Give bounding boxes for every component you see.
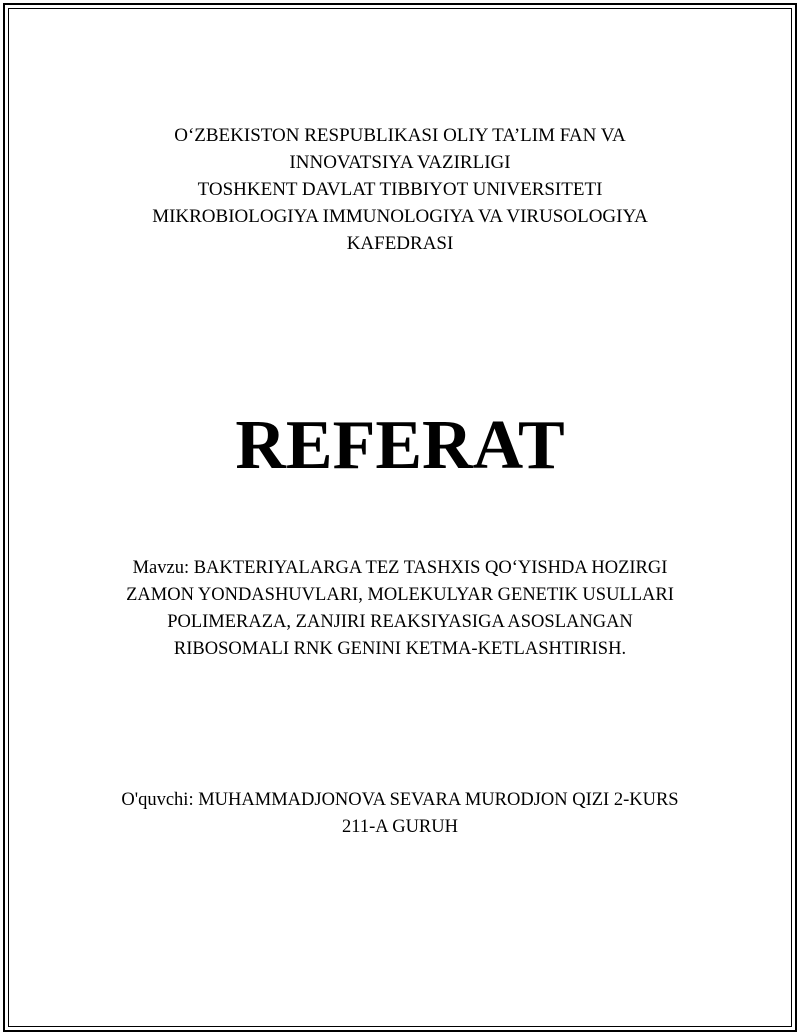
header-line: MIKROBIOLOGIYA IMMUNOLOGIYA VA VIRUSOLOGIYA xyxy=(152,206,648,227)
topic-block xyxy=(0,555,800,663)
topic-line: RIBOSOMALI RNK GENINI KETMA-KETLASHTIRISH. xyxy=(173,639,627,659)
student-line: 211-A GURUH xyxy=(342,817,458,837)
header-line: TOSHKENT DAVLAT TIBBIYOT UNIVERSITETI xyxy=(197,179,603,200)
topic-line: Mavzu: BAKTERIYALARGA TEZ TASHXIS QO‘YISHDA HOZIRGI xyxy=(132,558,668,578)
student-line: O'quvchi: MUHAMMADJONOVA SEVARA MURODJON QIZI 2-KURS xyxy=(121,790,679,810)
topic-line: POLIMERAZA, ZANJIRI REAKSIYASIGA ASOSLANGAN xyxy=(167,612,633,632)
header-line: KAFEDRASI xyxy=(346,233,454,254)
header-line: INNOVATSIYA VAZIRLIGI xyxy=(289,152,511,173)
header-line: O‘ZBEKISTON RESPUBLIKASI OLIY TA’LIM FAN VA xyxy=(174,125,626,146)
institution-header xyxy=(0,122,800,257)
student-info xyxy=(0,787,800,841)
topic-line: ZAMON YONDASHUVLARI, MOLEKULYAR GENETIK USULLARI xyxy=(126,585,674,605)
document-title: REFERAT xyxy=(235,407,565,484)
